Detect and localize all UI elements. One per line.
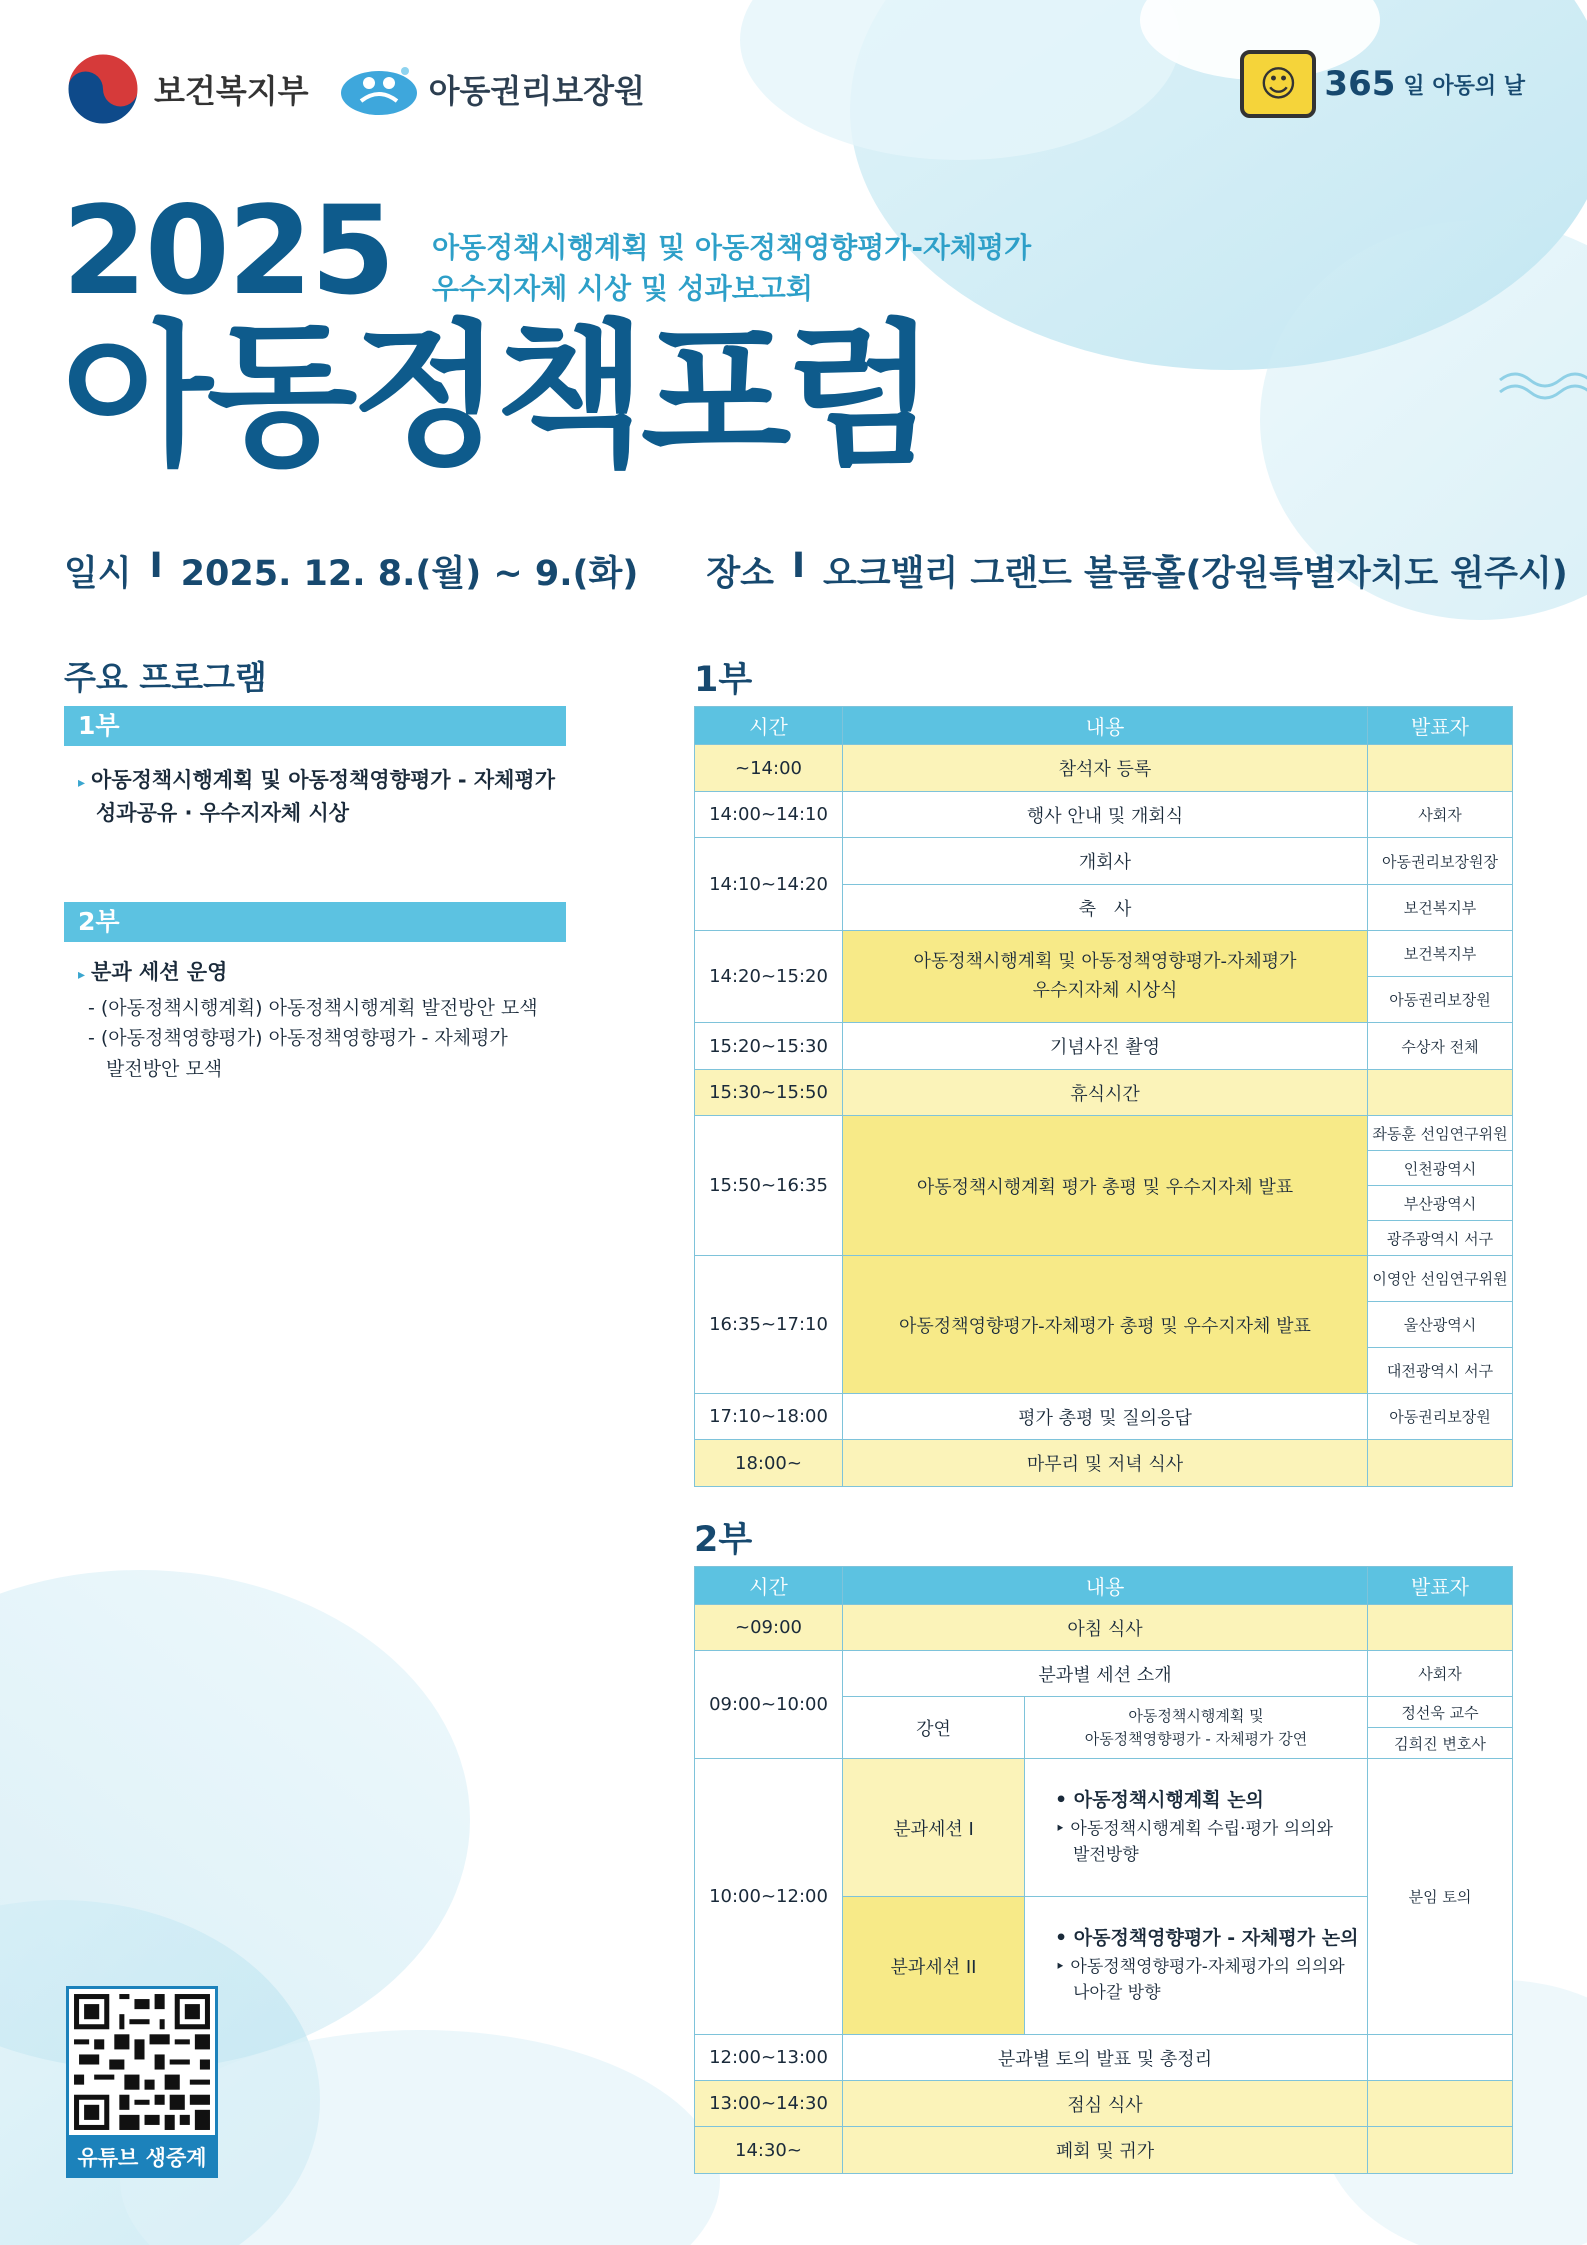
row-speaker: 김희진 변호사 <box>1368 1728 1513 1759</box>
row-time: 09:00~10:00 <box>695 1651 843 1759</box>
row-content: 점심 식사 <box>843 2081 1368 2127</box>
row-content: 휴식시간 <box>843 1070 1368 1116</box>
session2-label: 분과세션 II <box>843 1897 1025 2035</box>
day1-title: 1부 <box>694 660 753 700</box>
row-content <box>843 931 1368 1023</box>
row-time: 14:20~15:20 <box>695 931 843 1023</box>
header-speaker: 발표자 <box>1368 707 1513 745</box>
row-time: 14:30~ <box>695 2127 843 2174</box>
table-row <box>695 931 1513 977</box>
day2-title: 2부 <box>694 1520 753 1560</box>
program-heading: 주요 프로그램 <box>64 658 267 697</box>
header-content: 내용 <box>843 707 1368 745</box>
row-time: ~14:00 <box>695 745 843 792</box>
row-content: 분과별 세션 소개 <box>843 1651 1368 1697</box>
row-time: 17:10~18:00 <box>695 1394 843 1440</box>
table-row <box>695 1256 1513 1302</box>
part1-item-line1: 아동정책시행계획 및 아동정책영향평가 - 자체평가 <box>91 768 555 792</box>
place-separator: I <box>791 546 805 586</box>
qr-code[interactable] <box>66 1986 218 2138</box>
table-row <box>695 838 1513 885</box>
row-time: 18:00~ <box>695 1440 843 1487</box>
triangle-bullet-icon: ▸ <box>78 775 86 791</box>
session1-title: • 아동정책시행계획 논의 <box>1055 1789 1264 1812</box>
badge-suffix: 일 아동의 날 <box>1403 73 1525 99</box>
day2-schedule-table <box>694 1566 1513 2174</box>
ministry-logo <box>66 52 309 126</box>
day1-schedule-table <box>694 706 1513 1487</box>
lecture-line2: 아동정책영향평가 - 자체평가 강연 <box>1084 1729 1308 1748</box>
row-content: 참석자 등록 <box>843 745 1368 792</box>
row-speaker <box>1368 1070 1513 1116</box>
children-day-badge <box>1240 50 1525 118</box>
lecture-content <box>1025 1697 1368 1759</box>
table-row <box>695 1070 1513 1116</box>
session2-detail-line1: ‣ 아동정책영향평가-자체평가의 의의와 <box>1055 1956 1345 1977</box>
program-part1-item <box>78 764 578 829</box>
row-time: 14:00~14:10 <box>695 792 843 838</box>
content-line2: 우수지자체 시상식 <box>1032 979 1178 1001</box>
event-title: 아동정책포럼 <box>62 305 931 487</box>
row-speaker <box>1368 745 1513 792</box>
program-part2-bar: 2부 <box>64 902 566 942</box>
row-content: 폐회 및 귀가 <box>843 2127 1368 2174</box>
row-time: ~09:00 <box>695 1605 843 1651</box>
session1-detail-line2: 발전방향 <box>1073 1845 1139 1866</box>
session1-detail-line1: ‣ 아동정책시행계획 수립·평가 의의와 <box>1055 1818 1333 1839</box>
session2-content <box>1025 1897 1368 2035</box>
row-speaker: 이영안 선임연구위원 <box>1368 1256 1513 1302</box>
header-logos <box>66 52 645 126</box>
taegeuk-icon <box>66 52 140 126</box>
program-part2-subitems <box>88 993 578 1084</box>
date-separator: I <box>149 546 163 586</box>
part1-item-line2: 성과공유 · 우수지자체 시상 <box>96 800 350 825</box>
date-value: 2025. 12. 8.(월) ~ 9.(화) <box>180 554 639 594</box>
row-time: 14:10~14:20 <box>695 838 843 931</box>
row-speaker: 대전광역시 서구 <box>1368 1348 1513 1394</box>
row-speaker: 아동권리보장원장 <box>1368 838 1513 885</box>
table-header-row <box>695 707 1513 745</box>
table-row <box>695 1023 1513 1070</box>
header-speaker: 발표자 <box>1368 1567 1513 1605</box>
lecture-label: 강연 <box>843 1697 1025 1759</box>
row-content: 분과별 토의 발표 및 총정리 <box>843 2035 1368 2081</box>
row-speaker: 수상자 전체 <box>1368 1023 1513 1070</box>
row-speaker: 정선욱 교수 <box>1368 1697 1513 1728</box>
event-info <box>64 546 1568 596</box>
row-speaker: 사회자 <box>1368 792 1513 838</box>
program-part2-item <box>78 956 578 989</box>
agency-name: 아동권리보장원 <box>428 72 645 110</box>
part2-item: 분과 세션 운영 <box>91 960 228 984</box>
session1-content <box>1025 1759 1368 1897</box>
row-time: 12:00~13:00 <box>695 2035 843 2081</box>
table-row <box>695 1394 1513 1440</box>
qr-code-icon <box>69 1989 215 2135</box>
table-row <box>695 2127 1513 2174</box>
lecture-line1: 아동정책시행계획 및 <box>1128 1707 1264 1725</box>
ministry-name: 보건복지부 <box>154 72 309 110</box>
program-part1-bar: 1부 <box>64 706 566 746</box>
subtitle-line2: 우수지자체 시상 및 성과보고회 <box>432 271 813 305</box>
subtitle-line1: 아동정책시행계획 및 아동정책영향평가-자체평가 <box>432 231 1032 264</box>
children-logo-icon <box>339 61 421 117</box>
row-content: 마무리 및 저녁 식사 <box>843 1440 1368 1487</box>
agency-logo <box>339 61 645 117</box>
row-content: 아동정책시행계획 평가 총평 및 우수지자체 발표 <box>843 1116 1368 1256</box>
row-speaker: 인천광역시 <box>1368 1151 1513 1186</box>
session2-detail-line2: 나아갈 방향 <box>1073 1983 1161 2004</box>
row-time: 13:00~14:30 <box>695 2081 843 2127</box>
qr-label: 유튜브 생중계 <box>66 2138 218 2178</box>
row-content: 기념사진 촬영 <box>843 1023 1368 1070</box>
table-row <box>695 2035 1513 2081</box>
table-row <box>695 1605 1513 1651</box>
triangle-bullet-icon: ▸ <box>78 967 86 983</box>
row-content: 아동정책영향평가-자체평가 총평 및 우수지자체 발표 <box>843 1256 1368 1394</box>
row-speaker: 보건복지부 <box>1368 885 1513 931</box>
row-speaker: 부산광역시 <box>1368 1186 1513 1221</box>
row-speaker <box>1368 1605 1513 1651</box>
row-time: 10:00~12:00 <box>695 1759 843 2035</box>
header-time: 시간 <box>695 1567 843 1605</box>
session1-label: 분과세션 I <box>843 1759 1025 1897</box>
table-row <box>695 1651 1513 1697</box>
date-label: 일시 <box>64 554 132 594</box>
row-speaker: 울산광역시 <box>1368 1302 1513 1348</box>
table-row <box>695 1116 1513 1151</box>
row-content: 아침 식사 <box>843 1605 1368 1651</box>
place-label: 장소 <box>706 554 774 594</box>
row-content: 축 사 <box>843 885 1368 931</box>
smiley-icon: ☺ <box>1240 50 1316 118</box>
row-speaker: 분임 토의 <box>1368 1759 1513 2035</box>
event-year: 2025 <box>62 180 394 322</box>
row-speaker: 광주광역시 서구 <box>1368 1221 1513 1256</box>
table-header-row <box>695 1567 1513 1605</box>
table-row <box>695 1440 1513 1487</box>
row-content: 개회사 <box>843 838 1368 885</box>
row-speaker <box>1368 2035 1513 2081</box>
row-content: 평가 총평 및 질의응답 <box>843 1394 1368 1440</box>
header-content: 내용 <box>843 1567 1368 1605</box>
table-row <box>695 792 1513 838</box>
row-speaker <box>1368 2081 1513 2127</box>
row-time: 16:35~17:10 <box>695 1256 843 1394</box>
event-subtitle <box>432 228 1031 309</box>
session2-title: • 아동정책영향평가 - 자체평가 논의 <box>1055 1927 1359 1950</box>
row-time: 15:20~15:30 <box>695 1023 843 1070</box>
content-line1: 아동정책시행계획 및 아동정책영향평가-자체평가 <box>913 950 1297 972</box>
row-speaker: 보건복지부 <box>1368 931 1513 977</box>
row-speaker: 좌동훈 선임연구위원 <box>1368 1116 1513 1151</box>
place-value: 오크밸리 그랜드 볼룸홀(강원특별자치도 원주시) <box>823 554 1568 594</box>
table-row <box>695 745 1513 792</box>
row-content: 행사 안내 및 개회식 <box>843 792 1368 838</box>
part2-sub2-line2: 발전방안 모색 <box>106 1057 223 1080</box>
header-time: 시간 <box>695 707 843 745</box>
part2-sub2-line1: - (아동정책영향평가) 아동정책영향평가 - 자체평가 <box>88 1027 508 1050</box>
row-speaker: 아동권리보장원 <box>1368 977 1513 1023</box>
table-row <box>695 1759 1513 1897</box>
part2-sub1: - (아동정책시행계획) 아동정책시행계획 발전방안 모색 <box>88 997 538 1019</box>
row-speaker <box>1368 2127 1513 2174</box>
row-speaker: 사회자 <box>1368 1651 1513 1697</box>
row-time: 15:30~15:50 <box>695 1070 843 1116</box>
row-speaker: 아동권리보장원 <box>1368 1394 1513 1440</box>
badge-number: 365 <box>1324 64 1396 104</box>
table-row <box>695 2081 1513 2127</box>
row-time: 15:50~16:35 <box>695 1116 843 1256</box>
row-speaker <box>1368 1440 1513 1487</box>
